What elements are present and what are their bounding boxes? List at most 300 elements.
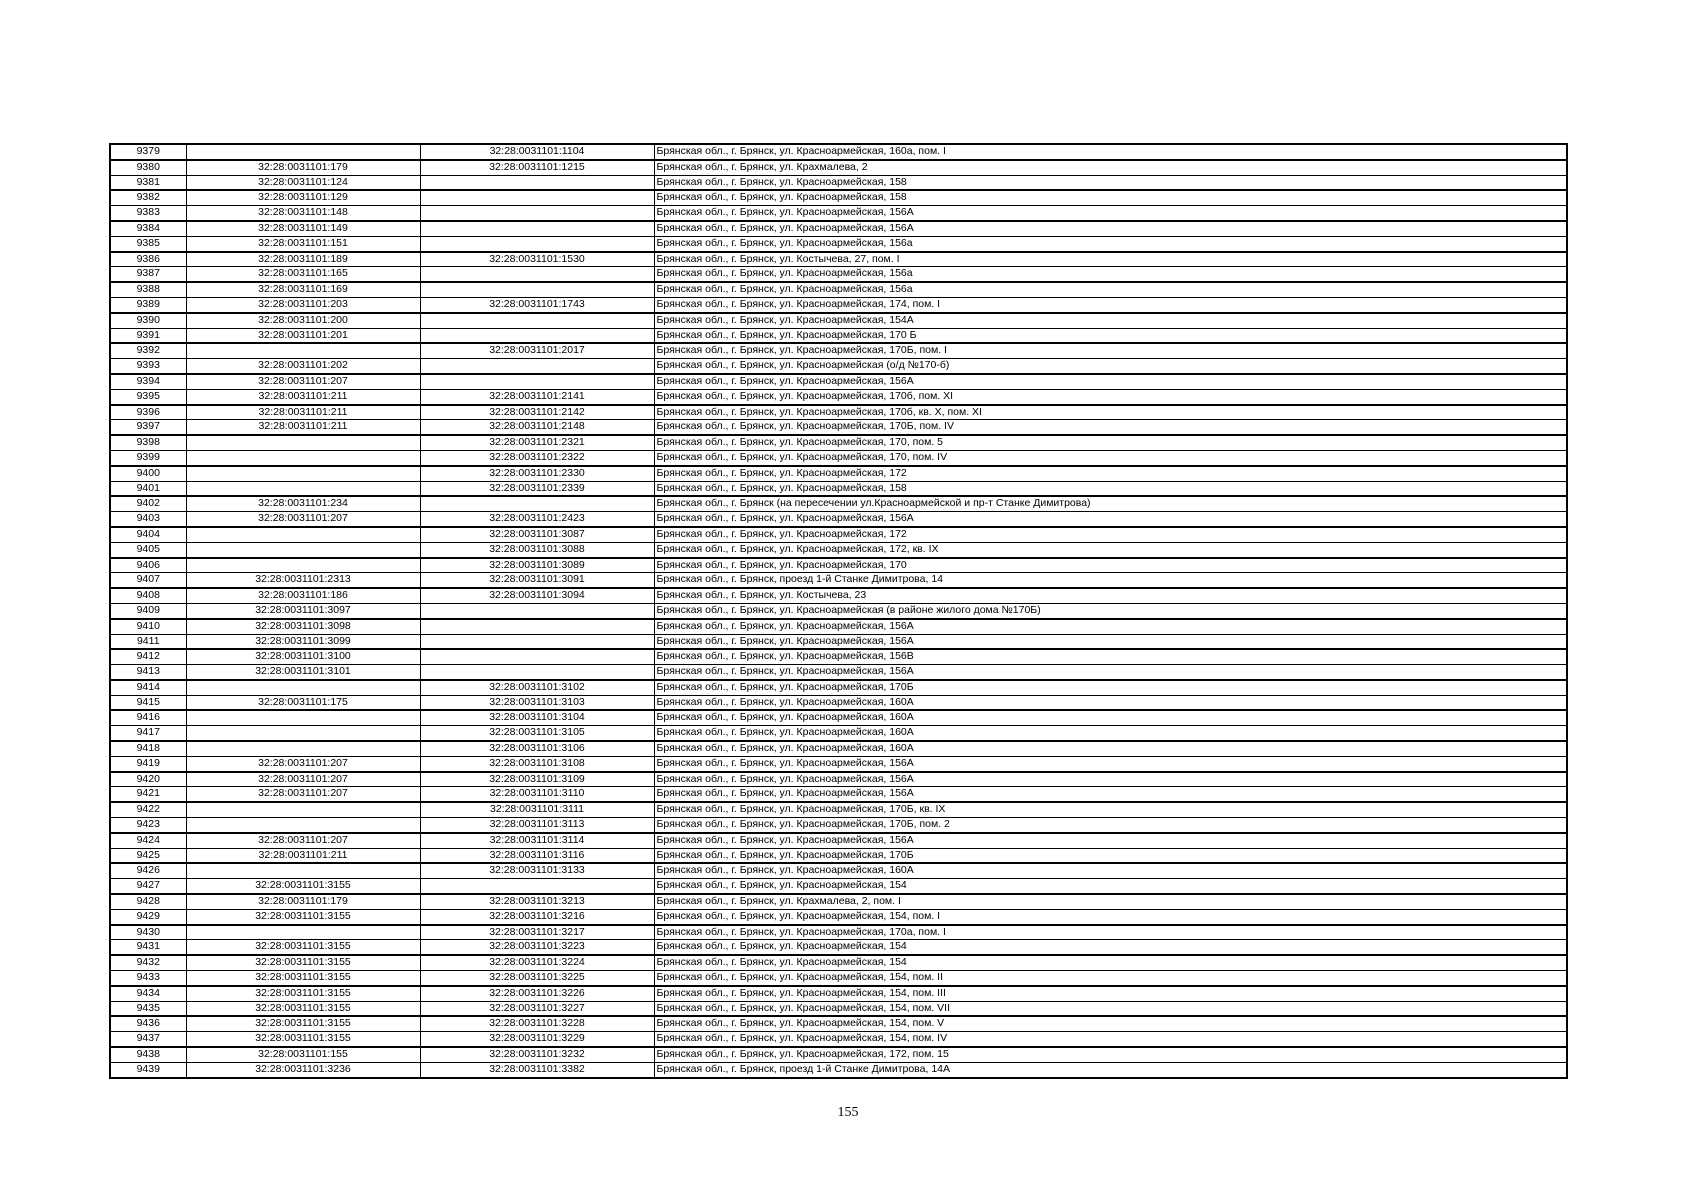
address-cell: Брянская обл., г. Брянск, ул. Красноармейская, 170Б [654,680,1567,695]
table-row [110,527,1567,542]
object-cadastral-number-cell: 32:28:0031101:3102 [420,680,654,695]
table-row [110,925,1567,940]
land-cadastral-number-cell: 32:28:0031101:3155 [186,940,420,955]
row-number-cell: 9422 [110,802,186,817]
table-row [110,389,1567,404]
table-row [110,955,1567,970]
table-row [110,175,1567,190]
address-cell: Брянская обл., г. Брянск, ул. Красноармейская, 156А [654,787,1567,802]
address-cell: Брянская обл., г. Брянск, ул. Красноармейская, 154, пом. II [654,971,1567,986]
cadastral-register-table [109,143,1568,1079]
row-number-cell: 9386 [110,252,186,267]
object-cadastral-number-cell: 32:28:0031101:2423 [420,512,654,527]
address-cell: Брянская обл., г. Брянск, ул. Красноармейская, 170Б, пом. 2 [654,818,1567,833]
table-row [110,787,1567,802]
table-row [110,282,1567,297]
table-row [110,435,1567,450]
table-row [110,1032,1567,1047]
row-number-cell: 9439 [110,1062,186,1077]
object-cadastral-number-cell: 32:28:0031101:3091 [420,573,654,588]
object-cadastral-number-cell: 32:28:0031101:1104 [420,144,654,160]
table-row [110,558,1567,573]
row-number-cell: 9412 [110,649,186,664]
object-cadastral-number-cell: 32:28:0031101:3382 [420,1062,654,1077]
row-number-cell: 9392 [110,343,186,358]
land-cadastral-number-cell: 32:28:0031101:3236 [186,1062,420,1077]
land-cadastral-number-cell: 32:28:0031101:3155 [186,1032,420,1047]
land-cadastral-number-cell [186,450,420,465]
row-number-cell: 9429 [110,909,186,924]
address-cell: Брянская обл., г. Брянск, ул. Красноармейская, 170 Б [654,328,1567,343]
land-cadastral-number-cell: 32:28:0031101:211 [186,405,420,420]
address-cell: Брянская обл., г. Брянск, ул. Красноармейская, 156А [654,512,1567,527]
land-cadastral-number-cell: 32:28:0031101:3155 [186,1001,420,1016]
land-cadastral-number-cell: 32:28:0031101:3155 [186,955,420,970]
land-cadastral-number-cell: 32:28:0031101:207 [186,512,420,527]
table-row [110,894,1567,909]
object-cadastral-number-cell [420,374,654,389]
table-row [110,206,1567,221]
table-row [110,772,1567,787]
table-row [110,466,1567,481]
address-cell: Брянская обл., г. Брянск, ул. Крахмалева, 2 [654,160,1567,175]
table-row [110,588,1567,603]
land-cadastral-number-cell [186,726,420,741]
table-row [110,573,1567,588]
address-cell: Брянская обл., г. Брянск, ул. Красноармейская, 156А [654,772,1567,787]
object-cadastral-number-cell: 32:28:0031101:1215 [420,160,654,175]
table-row [110,328,1567,343]
row-number-cell: 9401 [110,481,186,496]
table-row [110,374,1567,389]
object-cadastral-number-cell [420,603,654,618]
row-number-cell: 9434 [110,986,186,1001]
object-cadastral-number-cell: 32:28:0031101:3229 [420,1032,654,1047]
row-number-cell: 9393 [110,359,186,374]
land-cadastral-number-cell [186,818,420,833]
object-cadastral-number-cell: 32:28:0031101:3111 [420,802,654,817]
address-cell: Брянская обл., г. Брянск, ул. Красноармейская, 170Б, пом. IV [654,420,1567,435]
table-row [110,512,1567,527]
address-cell: Брянская обл., г. Брянск, проезд 1-й Станке Димитрова, 14 [654,573,1567,588]
object-cadastral-number-cell: 32:28:0031101:3113 [420,818,654,833]
address-cell: Брянская обл., г. Брянск, ул. Красноармейская, 170б, пом. XI [654,389,1567,404]
row-number-cell: 9426 [110,863,186,878]
object-cadastral-number-cell [420,175,654,190]
row-number-cell: 9421 [110,787,186,802]
land-cadastral-number-cell: 32:28:0031101:202 [186,359,420,374]
table-row [110,680,1567,695]
land-cadastral-number-cell: 32:28:0031101:211 [186,420,420,435]
object-cadastral-number-cell: 32:28:0031101:3109 [420,772,654,787]
row-number-cell: 9424 [110,833,186,848]
address-cell: Брянская обл., г. Брянск, ул. Красноармейская, 170а, пом. I [654,925,1567,940]
object-cadastral-number-cell: 32:28:0031101:2321 [420,435,654,450]
page-number: 155 [837,1105,859,1120]
land-cadastral-number-cell: 32:28:0031101:179 [186,160,420,175]
object-cadastral-number-cell: 32:28:0031101:3105 [420,726,654,741]
table-row [110,343,1567,358]
row-number-cell: 9380 [110,160,186,175]
table-row [110,450,1567,465]
address-cell: Брянская обл., г. Брянск, ул. Красноармейская (о/д №170-б) [654,359,1567,374]
table-row [110,818,1567,833]
address-cell: Брянская обл., г. Брянск, ул. Красноармейская, 160А [654,726,1567,741]
object-cadastral-number-cell: 32:28:0031101:3216 [420,909,654,924]
address-cell: Брянская обл., г. Брянск (на пересечении ул.Красноармейской и пр-т Станке Димитрова) [654,496,1567,511]
address-cell: Брянская обл., г. Брянск, ул. Красноармейская, 160а, пом. I [654,144,1567,160]
row-number-cell: 9417 [110,726,186,741]
object-cadastral-number-cell [420,328,654,343]
object-cadastral-number-cell: 32:28:0031101:3133 [420,863,654,878]
land-cadastral-number-cell: 32:28:0031101:151 [186,236,420,251]
table-row [110,1062,1567,1077]
row-number-cell: 9399 [110,450,186,465]
object-cadastral-number-cell: 32:28:0031101:3225 [420,971,654,986]
land-cadastral-number-cell: 32:28:0031101:189 [186,252,420,267]
address-cell: Брянская обл., г. Брянск, ул. Красноармейская, 156В [654,649,1567,664]
row-number-cell: 9408 [110,588,186,603]
table-row [110,160,1567,175]
table-row [110,267,1567,282]
object-cadastral-number-cell [420,313,654,328]
row-number-cell: 9396 [110,405,186,420]
row-number-cell: 9415 [110,695,186,710]
row-number-cell: 9403 [110,512,186,527]
row-number-cell: 9431 [110,940,186,955]
object-cadastral-number-cell: 32:28:0031101:3108 [420,756,654,771]
row-number-cell: 9387 [110,267,186,282]
row-number-cell: 9425 [110,848,186,863]
land-cadastral-number-cell: 32:28:0031101:3100 [186,649,420,664]
row-number-cell: 9381 [110,175,186,190]
row-number-cell: 9405 [110,542,186,557]
address-cell: Брянская обл., г. Брянск, ул. Красноармейская, 160А [654,695,1567,710]
land-cadastral-number-cell: 32:28:0031101:207 [186,756,420,771]
row-number-cell: 9390 [110,313,186,328]
row-number-cell: 9419 [110,756,186,771]
object-cadastral-number-cell: 32:28:0031101:3114 [420,833,654,848]
address-cell: Брянская обл., г. Брянск, ул. Красноармейская, 154, пом. IV [654,1032,1567,1047]
object-cadastral-number-cell [420,619,654,634]
row-number-cell: 9414 [110,680,186,695]
table-row [110,909,1567,924]
table-row [110,726,1567,741]
row-number-cell: 9395 [110,389,186,404]
address-cell: Брянская обл., г. Брянск, ул. Красноармейская, 160А [654,710,1567,725]
object-cadastral-number-cell: 32:28:0031101:3213 [420,894,654,909]
land-cadastral-number-cell: 32:28:0031101:234 [186,496,420,511]
land-cadastral-number-cell: 32:28:0031101:149 [186,221,420,236]
land-cadastral-number-cell: 32:28:0031101:3098 [186,619,420,634]
land-cadastral-number-cell: 32:28:0031101:211 [186,848,420,863]
address-cell: Брянская обл., г. Брянск, ул. Красноармейская, 170, пом. 5 [654,435,1567,450]
table-row [110,649,1567,664]
address-cell: Брянская обл., г. Брянск, ул. Красноармейская, 156А [654,374,1567,389]
object-cadastral-number-cell: 32:28:0031101:2330 [420,466,654,481]
object-cadastral-number-cell: 32:28:0031101:2148 [420,420,654,435]
address-cell: Брянская обл., г. Брянск, ул. Костычева, 27, пом. I [654,252,1567,267]
land-cadastral-number-cell [186,680,420,695]
object-cadastral-number-cell: 32:28:0031101:3116 [420,848,654,863]
address-cell: Брянская обл., г. Брянск, ул. Красноармейская, 154А [654,313,1567,328]
land-cadastral-number-cell: 32:28:0031101:179 [186,894,420,909]
object-cadastral-number-cell [420,879,654,894]
row-number-cell: 9394 [110,374,186,389]
land-cadastral-number-cell: 32:28:0031101:203 [186,297,420,312]
object-cadastral-number-cell [420,221,654,236]
address-cell: Брянская обл., г. Брянск, ул. Красноармейская, 154, пом. I [654,909,1567,924]
object-cadastral-number-cell [420,282,654,297]
row-number-cell: 9383 [110,206,186,221]
land-cadastral-number-cell: 32:28:0031101:3097 [186,603,420,618]
address-cell: Брянская обл., г. Брянск, ул. Красноармейская, 174, пом. I [654,297,1567,312]
row-number-cell: 9413 [110,665,186,680]
address-cell: Брянская обл., г. Брянск, ул. Красноармейская, 156А [654,221,1567,236]
row-number-cell: 9430 [110,925,186,940]
object-cadastral-number-cell: 32:28:0031101:3089 [420,558,654,573]
address-cell: Брянская обл., г. Брянск, ул. Красноармейская, 170, пом. IV [654,450,1567,465]
land-cadastral-number-cell: 32:28:0031101:129 [186,190,420,205]
object-cadastral-number-cell [420,236,654,251]
object-cadastral-number-cell: 32:28:0031101:3087 [420,527,654,542]
address-cell: Брянская обл., г. Брянск, ул. Красноармейская, 160А [654,741,1567,756]
table-row [110,313,1567,328]
object-cadastral-number-cell [420,359,654,374]
row-number-cell: 9432 [110,955,186,970]
land-cadastral-number-cell: 32:28:0031101:175 [186,695,420,710]
address-cell: Брянская обл., г. Брянск, ул. Красноармейская, 158 [654,481,1567,496]
land-cadastral-number-cell: 32:28:0031101:148 [186,206,420,221]
land-cadastral-number-cell [186,741,420,756]
land-cadastral-number-cell [186,466,420,481]
land-cadastral-number-cell: 32:28:0031101:3155 [186,971,420,986]
table-row [110,971,1567,986]
object-cadastral-number-cell: 32:28:0031101:3232 [420,1047,654,1062]
table-row [110,802,1567,817]
land-cadastral-number-cell: 32:28:0031101:207 [186,833,420,848]
address-cell: Брянская обл., г. Брянск, ул. Красноармейская, 156А [654,206,1567,221]
address-cell: Брянская обл., г. Брянск, ул. Крахмалева, 2, пом. I [654,894,1567,909]
row-number-cell: 9410 [110,619,186,634]
object-cadastral-number-cell [420,634,654,649]
address-cell: Брянская обл., г. Брянск, ул. Красноармейская, 154, пом. III [654,986,1567,1001]
land-cadastral-number-cell: 32:28:0031101:3101 [186,665,420,680]
address-cell: Брянская обл., г. Брянск, ул. Красноармейская, 156А [654,665,1567,680]
land-cadastral-number-cell: 32:28:0031101:3155 [186,909,420,924]
register-table-body [110,144,1567,1078]
address-cell: Брянская обл., г. Брянск, ул. Красноармейская, 160А [654,863,1567,878]
land-cadastral-number-cell [186,863,420,878]
table-row [110,833,1567,848]
row-number-cell: 9436 [110,1016,186,1031]
table-row [110,879,1567,894]
address-cell: Брянская обл., г. Брянск, ул. Костычева, 23 [654,588,1567,603]
table-row [110,144,1567,160]
object-cadastral-number-cell: 32:28:0031101:3228 [420,1016,654,1031]
address-cell: Брянская обл., г. Брянск, ул. Красноармейская, 158 [654,175,1567,190]
land-cadastral-number-cell: 32:28:0031101:207 [186,374,420,389]
land-cadastral-number-cell: 32:28:0031101:155 [186,1047,420,1062]
object-cadastral-number-cell: 32:28:0031101:3217 [420,925,654,940]
table-row [110,481,1567,496]
object-cadastral-number-cell [420,665,654,680]
row-number-cell: 9400 [110,466,186,481]
object-cadastral-number-cell: 32:28:0031101:3106 [420,741,654,756]
address-cell: Брянская обл., г. Брянск, ул. Красноармейская, 156А [654,619,1567,634]
land-cadastral-number-cell: 32:28:0031101:2313 [186,573,420,588]
table-row [110,634,1567,649]
address-cell: Брянская обл., г. Брянск, ул. Красноармейская, 170б, кв. X, пом. XI [654,405,1567,420]
land-cadastral-number-cell [186,343,420,358]
land-cadastral-number-cell: 32:28:0031101:169 [186,282,420,297]
address-cell: Брянская обл., г. Брянск, ул. Красноармейская, 156а [654,282,1567,297]
object-cadastral-number-cell: 32:28:0031101:1530 [420,252,654,267]
land-cadastral-number-cell [186,144,420,160]
row-number-cell: 9402 [110,496,186,511]
table-row [110,1016,1567,1031]
table-row [110,848,1567,863]
land-cadastral-number-cell: 32:28:0031101:3155 [186,1016,420,1031]
table-row [110,221,1567,236]
land-cadastral-number-cell: 32:28:0031101:3155 [186,986,420,1001]
table-row [110,496,1567,511]
land-cadastral-number-cell [186,542,420,557]
row-number-cell: 9379 [110,144,186,160]
row-number-cell: 9391 [110,328,186,343]
address-cell: Брянская обл., г. Брянск, ул. Красноармейская, 170Б, кв. IX [654,802,1567,817]
table-row [110,619,1567,634]
row-number-cell: 9423 [110,818,186,833]
address-cell: Брянская обл., г. Брянск, ул. Красноармейская, 154 [654,879,1567,894]
object-cadastral-number-cell: 32:28:0031101:3110 [420,787,654,802]
land-cadastral-number-cell [186,558,420,573]
row-number-cell: 9418 [110,741,186,756]
address-cell: Брянская обл., г. Брянск, ул. Красноармейская, 172, кв. IX [654,542,1567,557]
object-cadastral-number-cell: 32:28:0031101:2322 [420,450,654,465]
address-cell: Брянская обл., г. Брянск, ул. Красноармейская, 158 [654,190,1567,205]
row-number-cell: 9437 [110,1032,186,1047]
row-number-cell: 9427 [110,879,186,894]
row-number-cell: 9388 [110,282,186,297]
table-row [110,863,1567,878]
row-number-cell: 9409 [110,603,186,618]
row-number-cell: 9406 [110,558,186,573]
object-cadastral-number-cell: 32:28:0031101:3226 [420,986,654,1001]
object-cadastral-number-cell [420,206,654,221]
table-row [110,297,1567,312]
table-row [110,236,1567,251]
object-cadastral-number-cell: 32:28:0031101:2017 [420,343,654,358]
address-cell: Брянская обл., г. Брянск, ул. Красноармейская, 156а [654,267,1567,282]
land-cadastral-number-cell [186,925,420,940]
address-cell: Брянская обл., г. Брянск, ул. Красноармейская, 156а [654,236,1567,251]
table-row [110,1047,1567,1062]
land-cadastral-number-cell: 32:28:0031101:186 [186,588,420,603]
table-row [110,710,1567,725]
table-row [110,940,1567,955]
table-row [110,252,1567,267]
object-cadastral-number-cell: 32:28:0031101:3227 [420,1001,654,1016]
address-cell: Брянская обл., г. Брянск, ул. Красноармейская, 156А [654,833,1567,848]
table-row [110,190,1567,205]
land-cadastral-number-cell: 32:28:0031101:124 [186,175,420,190]
row-number-cell: 9433 [110,971,186,986]
address-cell: Брянская обл., г. Брянск, ул. Красноармейская, 172 [654,466,1567,481]
address-cell: Брянская обл., г. Брянск, ул. Красноармейская, 156А [654,756,1567,771]
object-cadastral-number-cell [420,496,654,511]
object-cadastral-number-cell: 32:28:0031101:3088 [420,542,654,557]
land-cadastral-number-cell: 32:28:0031101:201 [186,328,420,343]
land-cadastral-number-cell: 32:28:0031101:3155 [186,879,420,894]
land-cadastral-number-cell: 32:28:0031101:207 [186,772,420,787]
row-number-cell: 9435 [110,1001,186,1016]
object-cadastral-number-cell: 32:28:0031101:3224 [420,955,654,970]
object-cadastral-number-cell [420,649,654,664]
table-row [110,542,1567,557]
address-cell: Брянская обл., г. Брянск, ул. Красноармейская, 154, пом. VII [654,1001,1567,1016]
table-row [110,695,1567,710]
address-cell: Брянская обл., г. Брянск, ул. Красноармейская (в районе жилого дома №170Б) [654,603,1567,618]
address-cell: Брянская обл., г. Брянск, ул. Красноармейская, 154, пом. V [654,1016,1567,1031]
land-cadastral-number-cell [186,710,420,725]
land-cadastral-number-cell: 32:28:0031101:3099 [186,634,420,649]
row-number-cell: 9389 [110,297,186,312]
row-number-cell: 9404 [110,527,186,542]
row-number-cell: 9411 [110,634,186,649]
land-cadastral-number-cell: 32:28:0031101:207 [186,787,420,802]
table-row [110,665,1567,680]
object-cadastral-number-cell: 32:28:0031101:2141 [420,389,654,404]
address-cell: Брянская обл., г. Брянск, ул. Красноармейская, 154 [654,940,1567,955]
address-cell: Брянская обл., г. Брянск, ул. Красноармейская, 156А [654,634,1567,649]
table-row [110,603,1567,618]
land-cadastral-number-cell [186,481,420,496]
land-cadastral-number-cell: 32:28:0031101:200 [186,313,420,328]
address-cell: Брянская обл., г. Брянск, ул. Красноармейская, 172 [654,527,1567,542]
land-cadastral-number-cell [186,435,420,450]
land-cadastral-number-cell: 32:28:0031101:165 [186,267,420,282]
row-number-cell: 9420 [110,772,186,787]
row-number-cell: 9382 [110,190,186,205]
table-row [110,1001,1567,1016]
row-number-cell: 9438 [110,1047,186,1062]
land-cadastral-number-cell: 32:28:0031101:211 [186,389,420,404]
land-cadastral-number-cell [186,527,420,542]
address-cell: Брянская обл., г. Брянск, ул. Красноармейская, 170Б [654,848,1567,863]
object-cadastral-number-cell: 32:28:0031101:3104 [420,710,654,725]
address-cell: Брянская обл., г. Брянск, проезд 1-й Станке Димитрова, 14А [654,1062,1567,1077]
row-number-cell: 9397 [110,420,186,435]
row-number-cell: 9407 [110,573,186,588]
row-number-cell: 9398 [110,435,186,450]
table-row [110,405,1567,420]
object-cadastral-number-cell: 32:28:0031101:3103 [420,695,654,710]
table-row [110,359,1567,374]
object-cadastral-number-cell: 32:28:0031101:3223 [420,940,654,955]
address-cell: Брянская обл., г. Брянск, ул. Красноармейская, 154 [654,955,1567,970]
address-cell: Брянская обл., г. Брянск, ул. Красноармейская, 172, пом. 15 [654,1047,1567,1062]
table-row [110,420,1567,435]
table-row [110,986,1567,1001]
land-cadastral-number-cell [186,802,420,817]
row-number-cell: 9416 [110,710,186,725]
row-number-cell: 9385 [110,236,186,251]
address-cell: Брянская обл., г. Брянск, ул. Красноармейская, 170Б, пом. I [654,343,1567,358]
address-cell: Брянская обл., г. Брянск, ул. Красноармейская, 170 [654,558,1567,573]
row-number-cell: 9428 [110,894,186,909]
object-cadastral-number-cell: 32:28:0031101:2339 [420,481,654,496]
